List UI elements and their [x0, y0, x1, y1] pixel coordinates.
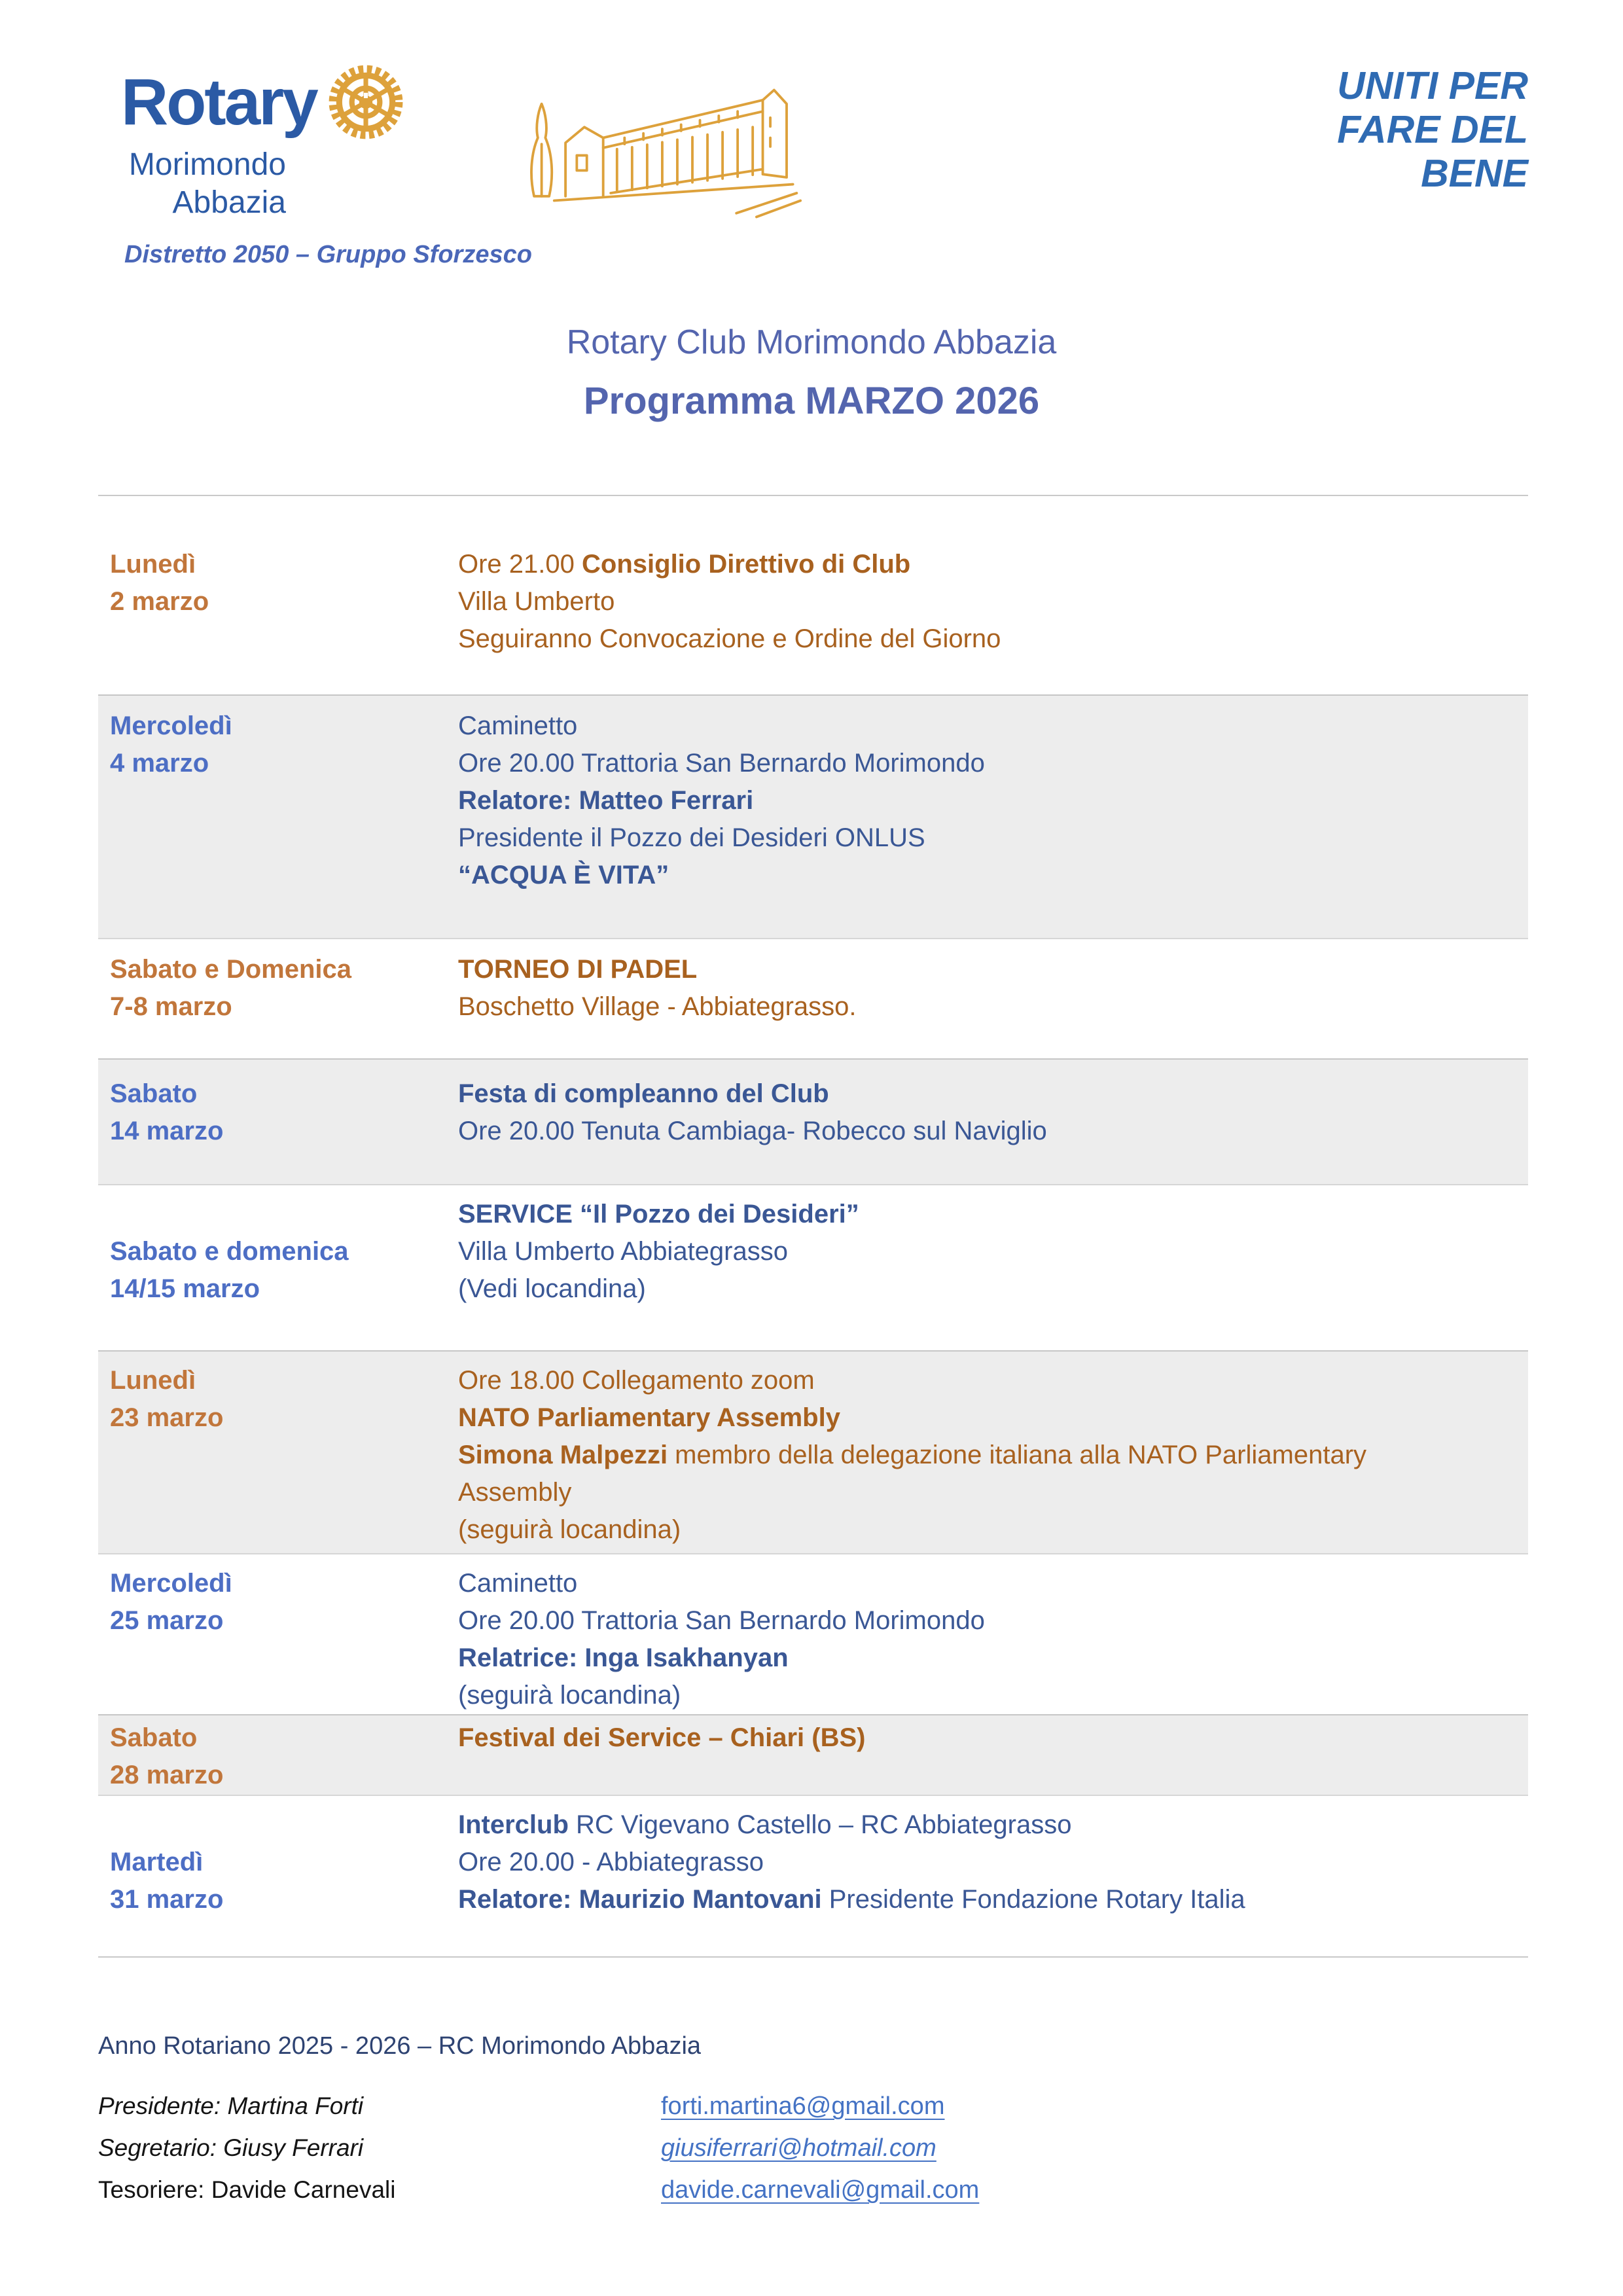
event-line: [458, 583, 1512, 620]
event-date: [98, 1806, 458, 1918]
rotary-brand-row: [121, 62, 406, 142]
event-details: [458, 546, 1528, 658]
text-segment: Ore 21.00: [458, 550, 582, 579]
officer-role: Tesoriere: Davide Carnevali: [98, 2176, 396, 2203]
schedule-row: [98, 504, 1528, 694]
date-line: 7-8 marzo: [110, 992, 232, 1021]
event-details: [458, 1075, 1528, 1150]
event-line: [458, 1113, 1512, 1150]
text-segment: RC Vigevano Castello – RC Abbiategrasso: [568, 1810, 1072, 1839]
schedule-row: [98, 939, 1528, 1058]
event-line: [458, 1511, 1512, 1549]
text-segment: Festa di compleanno del Club: [458, 1079, 829, 1108]
rotary-year-line: Anno Rotariano 2025 - 2026 – RC Morimondo Abbazia: [98, 2032, 702, 2060]
text-segment: Relatore: Maurizio Mantovani: [458, 1885, 822, 1914]
event-line: [458, 1075, 1512, 1113]
text-segment: NATO Parliamentary Assembly: [458, 1403, 840, 1432]
event-line: [458, 1640, 1512, 1677]
event-date: [98, 1565, 458, 1714]
text-segment: (seguirà locandina): [458, 1515, 681, 1544]
event-date: [98, 1196, 458, 1308]
page-subtitle: Programma MARZO 2026: [583, 380, 1040, 422]
text-segment: membro della delegazione italiana alla NATO Parliamentary: [668, 1441, 1367, 1469]
event-line: [458, 857, 1512, 894]
event-details: [458, 1362, 1528, 1549]
date-line: Lunedì: [110, 550, 196, 579]
officer-role: Presidente: Martina Forti: [98, 2092, 364, 2119]
motto-line-1: UNITI PER: [1337, 64, 1528, 107]
event-line: [458, 1233, 1512, 1270]
rotary-wheel-icon: [326, 62, 406, 142]
event-date: [98, 1719, 458, 1794]
event-line: [458, 620, 1512, 658]
text-segment: Interclub: [458, 1810, 569, 1839]
schedule-row: [98, 1185, 1528, 1350]
date-line: Sabato e domenica: [110, 1237, 349, 1266]
event-line: [458, 819, 1512, 857]
event-line: [458, 1270, 1512, 1308]
text-segment: Seguiranno Convocazione e Ordine del Giorno: [458, 624, 1001, 653]
district-line: Distretto 2050 – Gruppo Sforzesco: [124, 241, 532, 268]
event-line: [458, 988, 1512, 1026]
event-details: [458, 951, 1528, 1026]
text-segment: Ore 18.00 Collegamento zoom: [458, 1366, 815, 1395]
date-line: Sabato: [110, 1079, 198, 1108]
event-line: [458, 1437, 1512, 1474]
event-line: [458, 1362, 1512, 1399]
motto-line-3: BENE: [1421, 152, 1528, 195]
event-line: [458, 1806, 1512, 1844]
text-segment: “ACQUA È VITA”: [458, 861, 669, 889]
event-date: [98, 1075, 458, 1150]
event-line: [458, 1196, 1512, 1233]
date-line: 14/15 marzo: [110, 1274, 260, 1303]
date-line: Sabato e Domenica: [110, 955, 352, 984]
event-line: [458, 708, 1512, 745]
event-line: [458, 1719, 1512, 1757]
date-line: Mercoledì: [110, 1569, 232, 1598]
text-segment: Relatrice: Inga Isakhanyan: [458, 1643, 789, 1672]
text-segment: Caminetto: [458, 1569, 578, 1598]
text-segment: Ore 20.00 Tenuta Cambiaga- Robecco sul Naviglio: [458, 1117, 1047, 1145]
text-segment: Relatore: Matteo Ferrari: [458, 786, 754, 815]
text-segment: (seguirà locandina): [458, 1681, 681, 1710]
date-line: Mercoledì: [110, 711, 232, 740]
text-segment: Presidente il Pozzo dei Desideri ONLUS: [458, 823, 925, 852]
date-line: 28 marzo: [110, 1761, 224, 1789]
event-details: [458, 1806, 1528, 1918]
date-line: 4 marzo: [110, 749, 209, 778]
event-date: [98, 708, 458, 894]
text-segment: Ore 20.00 Trattoria San Bernardo Morimondo: [458, 1606, 985, 1635]
date-line: Lunedì: [110, 1366, 196, 1395]
text-segment: Boschetto Village - Abbiategrasso.: [458, 992, 857, 1021]
event-details: [458, 1719, 1528, 1794]
date-line: Martedì: [110, 1848, 204, 1876]
officer-row-president: [98, 2091, 1623, 2121]
officers-list: [98, 2091, 1623, 2205]
club-name-line1: Morimondo: [128, 147, 286, 182]
event-line: [458, 1399, 1512, 1437]
date-line: 25 marzo: [110, 1606, 224, 1635]
schedule-row: [98, 1058, 1528, 1185]
schedule-table: [98, 504, 1528, 1956]
text-segment: Ore 20.00 Trattoria San Bernardo Morimondo: [458, 749, 985, 778]
event-line: [458, 745, 1512, 782]
separator-rule-bottom: [98, 1956, 1528, 1958]
event-line: [458, 951, 1512, 988]
text-segment: Villa Umberto Abbiategrasso: [458, 1237, 788, 1266]
text-segment: Assembly: [458, 1478, 572, 1507]
event-details: [458, 708, 1528, 894]
page-title: Rotary Club Morimondo Abbazia: [566, 323, 1057, 361]
schedule-row: [98, 1350, 1528, 1554]
date-line: 23 marzo: [110, 1403, 224, 1432]
event-date: [98, 546, 458, 658]
event-date: [98, 1362, 458, 1549]
text-segment: (Vedi locandina): [458, 1274, 646, 1303]
officer-role: Segretario: Giusy Ferrari: [98, 2134, 364, 2161]
text-segment: SERVICE “Il Pozzo dei Desideri”: [458, 1200, 859, 1229]
motto-line-2: FARE DEL: [1337, 108, 1528, 151]
club-name: [121, 146, 286, 222]
event-details: [458, 1565, 1528, 1714]
event-line: [458, 546, 1512, 583]
event-details: [458, 1196, 1528, 1308]
separator-rule-top: [98, 495, 1528, 496]
event-line: [458, 1474, 1512, 1511]
text-segment: Consiglio Direttivo di Club: [582, 550, 911, 579]
date-line: 31 marzo: [110, 1885, 224, 1914]
event-date: [98, 951, 458, 1026]
text-segment: Presidente Fondazione Rotary Italia: [821, 1885, 1245, 1914]
date-line: 14 marzo: [110, 1117, 224, 1145]
schedule-row: [98, 1714, 1528, 1796]
text-segment: Caminetto: [458, 711, 578, 740]
text-segment: Villa Umberto: [458, 587, 615, 616]
event-line: [458, 1602, 1512, 1640]
officer-email-link[interactable]: davide.carnevali@gmail.com: [661, 2176, 980, 2204]
rotary-wordmark: Rotary: [121, 65, 317, 139]
club-name-line2: Abbazia: [172, 185, 286, 220]
date-line: 2 marzo: [110, 587, 209, 616]
event-line: [458, 782, 1512, 819]
club-logo: [121, 62, 406, 222]
officer-row-treasurer: [98, 2175, 1623, 2205]
event-line: [458, 1844, 1512, 1881]
officer-email-link[interactable]: giusiferrari@hotmail.com: [661, 2134, 936, 2162]
schedule-row: [98, 1796, 1528, 1956]
officer-email-link[interactable]: forti.martina6@gmail.com: [661, 2092, 945, 2120]
text-segment: Festival dei Service – Chiari (BS): [458, 1723, 866, 1752]
text-segment: Ore 20.00 - Abbiategrasso: [458, 1848, 764, 1876]
date-line: Sabato: [110, 1723, 198, 1752]
event-line: [458, 1881, 1512, 1918]
abbey-line-art-icon: [514, 67, 808, 224]
event-line: [458, 1677, 1512, 1714]
event-line: [458, 1565, 1512, 1602]
schedule-row: [98, 694, 1528, 939]
text-segment: Simona Malpezzi: [458, 1441, 668, 1469]
schedule-row: [98, 1554, 1528, 1714]
page-footer: [0, 2031, 1623, 2205]
officer-row-secretary: [98, 2133, 1623, 2163]
motto: [1337, 64, 1528, 196]
text-segment: TORNEO DI PADEL: [458, 955, 698, 984]
